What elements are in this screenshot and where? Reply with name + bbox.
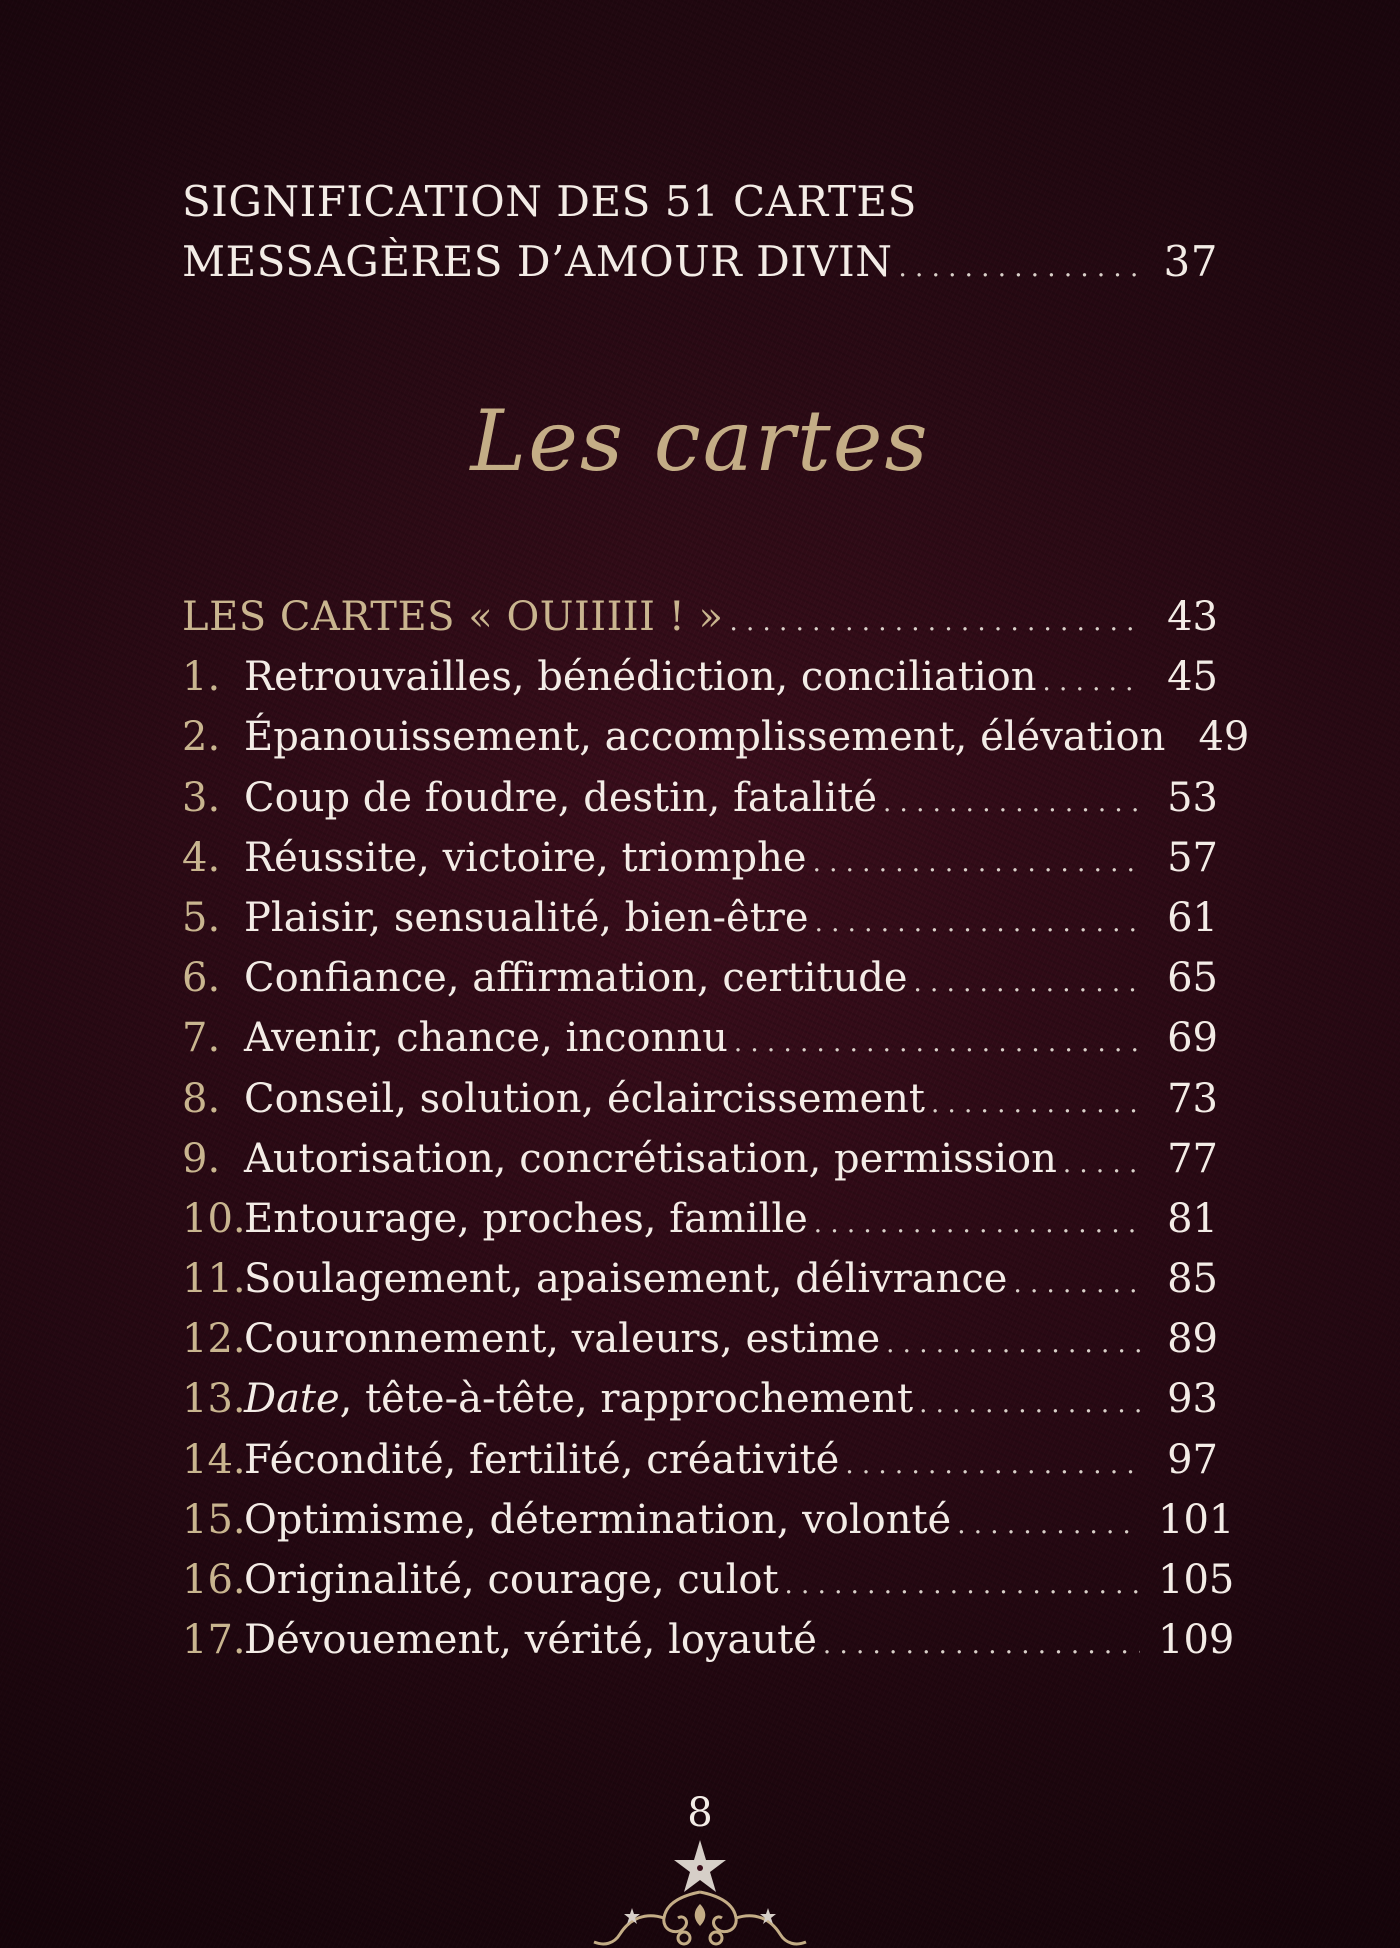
toc-entry-label [182, 1497, 951, 1543]
toc-entry-title: Réussite, victoire, triomphe [244, 834, 807, 881]
dot-leader [914, 968, 1140, 998]
toc-entry-page: 45 [1167, 654, 1218, 701]
toc-entry-number: 15. [182, 1496, 246, 1543]
toc-entry-row [182, 895, 1218, 955]
toc-entries [182, 654, 1250, 1677]
toc-entry-title: Fécondité, fertilité, créativité [244, 1436, 840, 1483]
dot-leader [1013, 1269, 1140, 1299]
toc-entry-title: Optimisme, détermination, volonté [244, 1496, 952, 1543]
toc-entry-number: 4. [182, 834, 221, 881]
toc-entry-row [182, 1136, 1218, 1196]
toc-entry-page: 65 [1167, 955, 1218, 1002]
toc-entry-title: Entourage, proches, famille [244, 1195, 808, 1242]
dot-leader [957, 1510, 1140, 1540]
toc-entry-label [182, 1076, 925, 1122]
dot-leader [734, 1028, 1140, 1058]
toc-entry-page: 81 [1167, 1195, 1218, 1242]
toc-entry-title: Épanouissement, accomplissement, élévation [244, 714, 1166, 761]
toc-entry-row [182, 1076, 1218, 1136]
toc-entry-row [182, 1617, 1235, 1677]
toc-entry-row [182, 1557, 1235, 1617]
toc-entry-title: , tête-à-tête, rapprochement [339, 1376, 914, 1423]
toc-entry-label [182, 1015, 728, 1061]
dot-leader [815, 908, 1140, 938]
toc-entry-page: 97 [1167, 1436, 1218, 1483]
toc-entry-label [182, 1136, 1057, 1182]
toc-entry-row [182, 1015, 1218, 1075]
toc-entry-title: Plaisir, sensualité, bien-être [244, 894, 809, 941]
toc-entry-row [182, 1376, 1218, 1436]
table-of-contents [182, 594, 1250, 1677]
toc-entry-title: Confiance, affirmation, certitude [244, 955, 908, 1002]
toc-entry-label [182, 775, 877, 821]
toc-entry-number: 17. [182, 1617, 246, 1664]
toc-entry-page: 93 [1167, 1376, 1218, 1423]
toc-entry-label [182, 1196, 808, 1242]
toc-entry-label [182, 1256, 1007, 1302]
dot-leader [1043, 667, 1140, 697]
dot-leader [845, 1450, 1140, 1480]
toc-entry-row [182, 654, 1218, 714]
toc-entry-label [182, 835, 807, 881]
dot-leader [919, 1389, 1140, 1419]
toc-entry-row [182, 1437, 1218, 1497]
toc-entry-title: Retrouvailles, bénédiction, conciliation [244, 654, 1037, 701]
intro-page-number: 37 [1163, 237, 1218, 286]
toc-entry-label [182, 1617, 817, 1663]
toc-entry-title: Couronnement, valeurs, estime [244, 1316, 881, 1363]
toc-entry-label [182, 955, 908, 1001]
toc-entry-row [182, 1256, 1218, 1316]
toc-entry-page: 85 [1167, 1256, 1218, 1303]
toc-entry-page: 77 [1167, 1135, 1218, 1182]
dot-leader [931, 1089, 1140, 1119]
toc-entry-number: 7. [182, 1015, 221, 1062]
toc-entry-number: 5. [182, 894, 221, 941]
toc-entry-row [182, 1316, 1218, 1376]
toc-entry-number: 12. [182, 1316, 246, 1363]
intro-toc-entry [182, 172, 1218, 292]
toc-entry-page: 109 [1158, 1617, 1235, 1664]
toc-entry-number: 16. [182, 1557, 246, 1603]
dot-leader [813, 848, 1140, 878]
toc-group-label: LES CARTES « OUIIIII ! » [182, 594, 724, 640]
dot-leader [785, 1570, 1140, 1600]
toc-group-page: 43 [1167, 594, 1218, 640]
toc-entry-page: 89 [1167, 1316, 1218, 1363]
toc-entry-number: 3. [182, 774, 221, 821]
dot-leader [1063, 1149, 1140, 1179]
toc-entry-label [182, 1376, 913, 1422]
toc-entry-page: 105 [1158, 1557, 1235, 1603]
toc-entry-row [182, 1196, 1218, 1256]
toc-entry-number: 10. [182, 1195, 246, 1242]
toc-entry-number: 13. [182, 1376, 246, 1423]
toc-entry-label [182, 1437, 839, 1483]
toc-entry-title-italic: Date [244, 1376, 340, 1423]
toc-entry-title: Dévouement, vérité, loyauté [244, 1617, 817, 1664]
toc-entry-title: Conseil, solution, éclaircissement [244, 1075, 925, 1122]
toc-entry-label [182, 654, 1037, 700]
toc-entry-label [182, 714, 1165, 760]
toc-group-row [182, 594, 1218, 654]
toc-entry-number: 1. [182, 654, 221, 701]
toc-entry-number: 9. [182, 1135, 221, 1182]
toc-entry-number: 2. [182, 714, 221, 761]
toc-entry-page: 69 [1167, 1015, 1218, 1062]
dot-leader [814, 1209, 1140, 1239]
page-number: 8 [687, 1790, 713, 1836]
toc-entry-label [182, 895, 809, 941]
section-title: Les cartes [470, 392, 930, 490]
toc-entry-row [182, 835, 1218, 895]
toc-entry-label [182, 1557, 779, 1603]
toc-entry-title: Coup de foudre, destin, fatalité [244, 774, 878, 821]
toc-entry-label [182, 1316, 880, 1362]
star-ornament-icon [580, 1838, 820, 1948]
dot-leader [886, 1329, 1140, 1359]
toc-entry-page: 61 [1167, 894, 1218, 941]
intro-title-row [182, 232, 1218, 292]
dot-leader [823, 1630, 1140, 1660]
dot-leader [883, 788, 1140, 818]
dot-leader [899, 238, 1140, 298]
toc-entry-page: 101 [1158, 1496, 1235, 1543]
toc-entry-row [182, 775, 1218, 835]
toc-entry-title: Originalité, courage, culot [244, 1557, 779, 1603]
toc-entry-row [182, 714, 1250, 774]
toc-entry-row [182, 955, 1218, 1015]
toc-entry-title: Avenir, chance, inconnu [244, 1015, 728, 1062]
toc-entry-number: 11. [182, 1256, 246, 1303]
toc-entry-page: 73 [1167, 1075, 1218, 1122]
intro-title-line-1: SIGNIFICATION DES 51 CARTES [182, 177, 917, 226]
toc-entry-number: 8. [182, 1075, 221, 1122]
toc-entry-number: 6. [182, 955, 221, 1002]
toc-entry-page: 57 [1167, 834, 1218, 881]
toc-entry-page: 53 [1167, 774, 1218, 821]
toc-entry-title: Soulagement, apaisement, délivrance [244, 1256, 1008, 1303]
dot-leader [729, 607, 1140, 637]
intro-title-line-2: MESSAGÈRES D’AMOUR DIVIN [182, 237, 893, 286]
toc-entry-row [182, 1496, 1235, 1557]
toc-entry-title: Autorisation, concrétisation, permission [244, 1135, 1057, 1182]
toc-entry-page: 49 [1198, 714, 1250, 761]
toc-entry-number: 14. [182, 1436, 246, 1483]
